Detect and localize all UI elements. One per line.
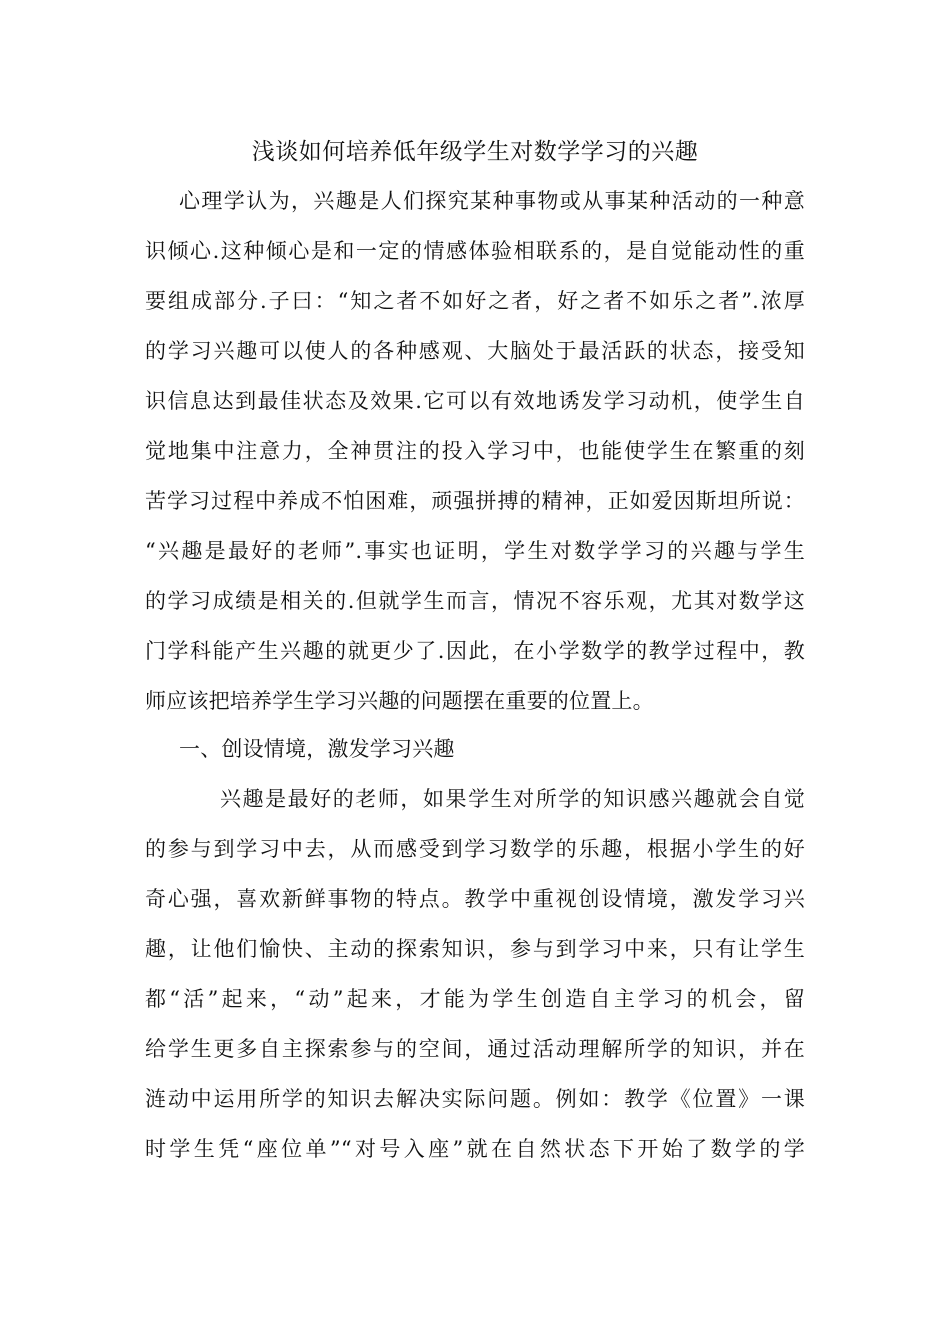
- paragraph-line: 涟动中运用所学的知识去解决实际问题。例如：教学《位置》一课: [145, 1087, 805, 1111]
- paragraph-line: 师应该把培养学生学习兴趣的问题摆在重要的位置上。: [145, 689, 654, 713]
- paragraph-line: 都“活”起来，“动”起来，才能为学生创造自主学习的机会，留: [145, 987, 805, 1011]
- document-title: 浅谈如何培养低年级学生对数学学习的兴趣: [251, 139, 699, 165]
- paragraph-line: 心理学认为，兴趣是人们探究某种事物或从事某种活动的一种意: [179, 189, 805, 213]
- paragraph-line: 识信息达到最佳状态及效果.它可以有效地诱发学习动机，使学生自: [145, 389, 805, 413]
- paragraph-line: “兴趣是最好的老师”.事实也证明，学生对数学学习的兴趣与学生: [145, 539, 805, 563]
- paragraph-line: 的学习兴趣可以使人的各种感观、大脑处于最活跃的状态，接受知: [145, 339, 805, 363]
- paragraph-line: 的学习成绩是相关的.但就学生而言，情况不容乐观，尤其对数学这: [145, 589, 805, 613]
- section-heading: 一、创设情境，激发学习兴趣: [179, 737, 455, 761]
- paragraph-line: 门学科能产生兴趣的就更少了.因此，在小学数学的教学过程中，教: [145, 639, 805, 663]
- paragraph-line: 兴趣是最好的老师，如果学生对所学的知识感兴趣就会自觉: [220, 787, 805, 811]
- paragraph-line: 奇心强，喜欢新鲜事物的特点。教学中重视创设情境，激发学习兴: [145, 887, 805, 911]
- paragraph-line: 趣，让他们愉快、主动的探索知识，参与到学习中来，只有让学生: [145, 937, 805, 961]
- paragraph-line: 的参与到学习中去，从而感受到学习数学的乐趣，根据小学生的好: [145, 837, 805, 861]
- paragraph-line: 识倾心.这种倾心是和一定的情感体验相联系的，是自觉能动性的重: [145, 239, 805, 263]
- paragraph-line: 给学生更多自主探索参与的空间，通过活动理解所学的知识，并在: [145, 1037, 805, 1061]
- paragraph-line: 要组成部分.子曰：“知之者不如好之者，好之者不如乐之者”.浓厚: [145, 289, 805, 313]
- paragraph-line: 时学生凭“座位单”“对号入座”就在自然状态下开始了数学的学: [145, 1137, 805, 1161]
- paragraph-line: 觉地集中注意力，全神贯注的投入学习中，也能使学生在繁重的刻: [145, 439, 805, 463]
- paragraph-line: 苦学习过程中养成不怕困难，顽强拼搏的精神，正如爱因斯坦所说：: [145, 489, 805, 513]
